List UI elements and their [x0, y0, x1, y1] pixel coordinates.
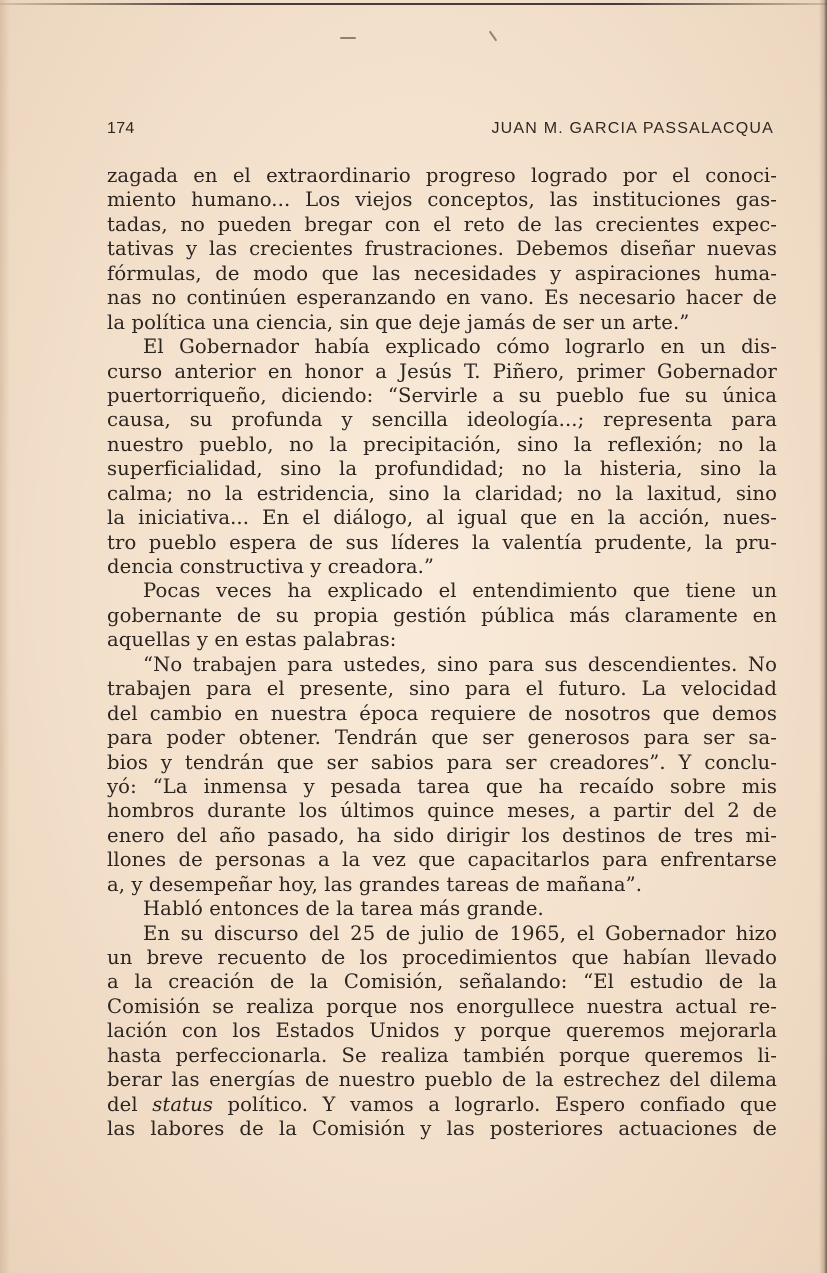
text-line: tadas, no pueden bregar con el reto de las crecientes expec-: [107, 212, 777, 236]
print-speck: [340, 37, 356, 39]
text-line: para poder obtener. Tendrán que ser generosos para ser sa-: [107, 726, 777, 750]
text-line: miento humano... Los viejos conceptos, las instituciones gas-: [107, 188, 777, 212]
right-page-edge: [819, 0, 827, 1273]
text-line: un breve recuento de los procedimientos que habían llevado: [107, 946, 777, 969]
text-line: Pocas veces ha explicado el entendimiento que tiene un: [143, 579, 777, 603]
text-line: llones de personas a la vez que capacitarlos para enfrentarse: [107, 848, 777, 872]
text-line: lación con los Estados Unidos y porque queremos mejorarla: [107, 1019, 777, 1043]
text-line: nas no continúen esperanzando en vano. Es necesario hacer de: [107, 286, 777, 310]
text-line: aquellas y en estas palabras:: [107, 628, 397, 652]
text-line: superficialidad, sino la profundidad; no la histeria, sino la: [107, 457, 777, 481]
text-line: dencia constructiva y creadora.”: [107, 555, 435, 578]
body-text: [107, 164, 777, 1142]
text-line: las labores de la Comisión y las posteriores actuaciones de: [107, 1117, 777, 1141]
text-line: enero del año pasado, ha sido dirigir los destinos de tres mi-: [107, 823, 777, 847]
text-fragment: del: [107, 1092, 153, 1116]
text-line: tro pueblo espera de sus líderes la valentía prudente, la pru-: [107, 530, 777, 554]
running-head-author: JUAN M. GARCIA PASSALACQUA: [491, 120, 774, 137]
text-line: En su discurso del 25 de julio de 1965, el Gobernador hizo: [143, 921, 777, 945]
text-line: bios y tendrán que ser sabios para ser creadores”. Y conclu-: [107, 750, 777, 774]
text-line: tativas y las crecientes frustraciones. Debemos diseñar nuevas: [107, 237, 777, 261]
print-speck: [489, 31, 498, 42]
text-line: fórmulas, de modo que las necesidades y aspiraciones huma-: [107, 261, 777, 285]
text-line: trabajen para el presente, sino para el futuro. La velocidad: [107, 677, 777, 701]
top-edge-rule: [0, 3, 827, 5]
text-line: causa, su profunda y sencilla ideología...; representa para: [107, 408, 777, 432]
left-page-shadow: [0, 0, 10, 1273]
text-line: hombros durante los últimos quince meses, a partir del 2 de: [107, 799, 777, 823]
text-line: gobernante de su propia gestión pública más claramente en: [107, 603, 777, 627]
page-number: 174: [107, 120, 135, 137]
italic-term: status: [152, 1092, 213, 1116]
text-line: berar las energías de nuestro pueblo de la estrechez del dilema: [107, 1068, 777, 1092]
text-line: la política una ciencia, sin que deje jamás de ser un arte.”: [107, 310, 690, 334]
text-line: yó: “La inmensa y pesada tarea que ha recaído sobre mis: [107, 774, 777, 798]
text-line: “No trabajen para ustedes, sino para sus descendientes. No: [143, 652, 777, 676]
text-line: zagada en el extraordinario progreso logrado por el conoci-: [107, 164, 777, 187]
text-line: a la creación de la Comisión, señalando: “El estudio de la: [107, 970, 777, 994]
text-line: calma; no la estridencia, sino la claridad; no la laxitud, sino: [107, 481, 777, 505]
text-line: del cambio en nuestra época requiere de nosotros que demos: [107, 701, 777, 725]
text-line: a, y desempeñar hoy, las grandes tareas de mañana”.: [107, 872, 643, 896]
text-line-status: [107, 1093, 777, 1117]
text-line: Comisión se realiza porque nos enorgullece nuestra actual re-: [107, 994, 777, 1018]
text-line: puertorriqueño, diciendo: “Servirle a su pueblo fue su única: [107, 383, 777, 407]
text-line: curso anterior en honor a Jesús T. Piñero, primer Gobernador: [107, 359, 777, 383]
text-line: Habló entonces de la tarea más grande.: [143, 897, 544, 921]
text-line: El Gobernador había explicado cómo lograrlo en un dis-: [143, 335, 777, 359]
running-head: [107, 120, 774, 144]
text-fragment: político. Y vamos a lograrlo. Espero confiado que: [212, 1092, 777, 1116]
text-line: nuestro pueblo, no la precipitación, sino la reflexión; no la: [107, 432, 777, 456]
text-line: la iniciativa... En el diálogo, al igual que en la acción, nues-: [107, 506, 777, 530]
text-line: hasta perfeccionarla. Se realiza también porque queremos li-: [107, 1043, 777, 1067]
